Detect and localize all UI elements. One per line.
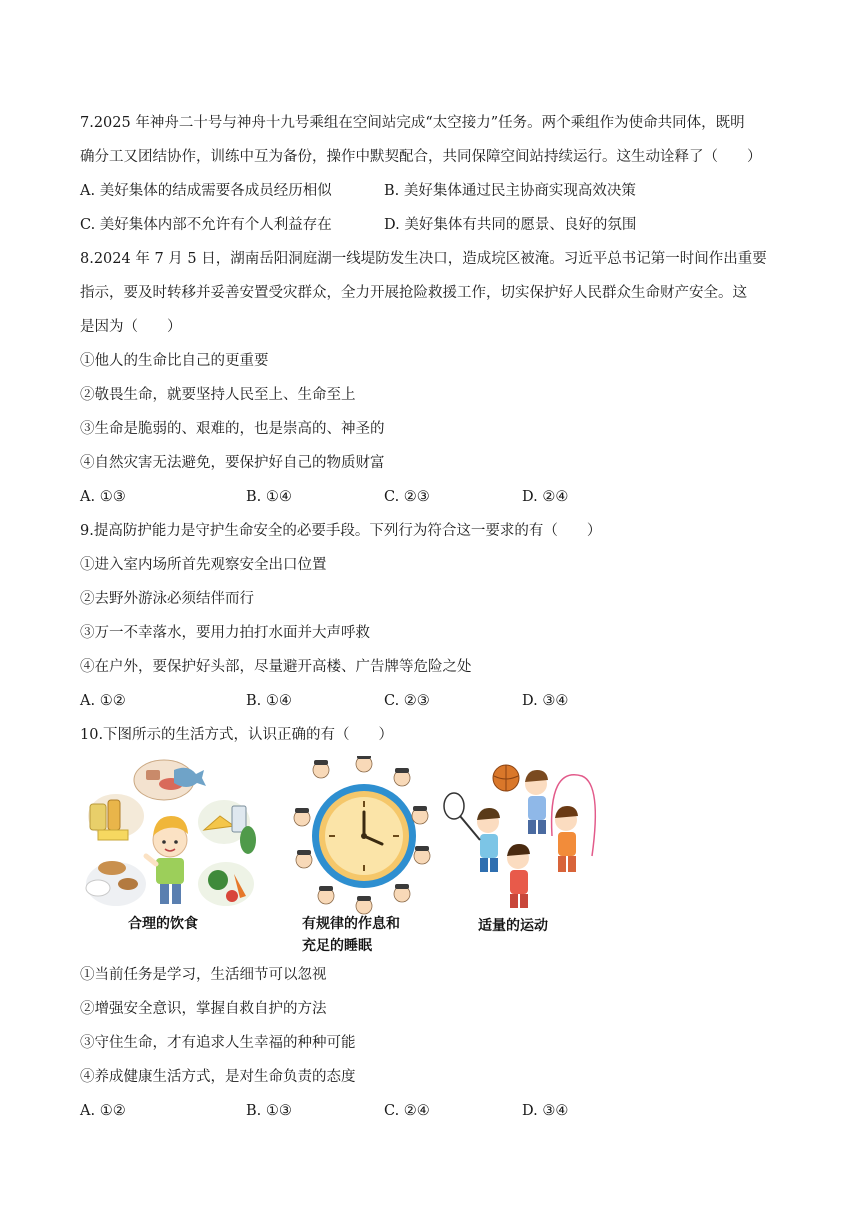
q9-item-3: ③万一不幸落水，要用力拍打水面并大声呼救 [80, 625, 370, 641]
q8-item-2: ②敬畏生命，就要坚持人民至上、生命至上 [80, 387, 356, 403]
q9-item-2: ②去野外游泳必须结伴而行 [80, 591, 254, 607]
q9-option-d: D. ③④ [522, 693, 569, 709]
caption-moderate-exercise: 适量的运动 [478, 918, 548, 934]
q8-item-3: ③生命是脆弱的、艰难的，也是崇高的、神圣的 [80, 421, 385, 437]
q10-option-a: A. ①② [80, 1103, 126, 1119]
q9-stem-line-1: 9.提高防护能力是守护生命安全的必要手段。下列行为符合这一要求的有（ ） [80, 523, 602, 539]
caption-balanced-diet: 合理的饮食 [128, 916, 198, 932]
q9-option-b: B. ①④ [246, 693, 292, 709]
q8-option-a: A. ①③ [80, 489, 126, 505]
q7-stem-line-1: 7.2025 年神舟二十号与神舟十九号乘组在空间站完成“太空接力”任务。两个乘组作为使命共同体，既明 [80, 115, 745, 131]
caption-regular-schedule-line-1: 有规律的作息和 [302, 916, 400, 932]
q10-stem-line-1: 10.下图所示的生活方式，认识正确的有（ ） [80, 727, 394, 743]
q7-option-a: A. 美好集体的结成需要各成员经历相似 [80, 183, 332, 199]
q9-option-a: A. ①② [80, 693, 126, 709]
q10-option-d: D. ③④ [522, 1103, 569, 1119]
q8-stem-line-3: 是因为（ ） [80, 319, 182, 335]
caption-regular-schedule-line-2: 充足的睡眠 [302, 938, 372, 954]
diet-illustration [86, 760, 256, 906]
q10-item-1: ①当前任务是学习，生活细节可以忽视 [80, 967, 327, 983]
q8-stem-line-2: 指示，要及时转移并妥善安置受灾群众，全力开展抢险救援工作，切实保护好人民群众生命财产安全。这 [80, 285, 747, 301]
q8-stem-line-1: 8.2024 年 7 月 5 日，湖南岳阳洞庭湖一线堤防发生决口，造成垸区被淹。习近平总书记第一时间作出重要 [80, 251, 767, 267]
healthy-lifestyle-figure [76, 756, 616, 956]
q10-item-2: ②增强安全意识，掌握自救自护的方法 [80, 1001, 327, 1017]
q9-item-1: ①进入室内场所首先观察安全出口位置 [80, 557, 327, 573]
q10-item-4: ④养成健康生活方式，是对生命负责的态度 [80, 1069, 356, 1085]
q7-option-c: C. 美好集体内部不允许有个人利益存在 [80, 217, 332, 233]
q10-option-b: B. ①③ [246, 1103, 292, 1119]
q7-option-d: D. 美好集体有共同的愿景、良好的氛围 [384, 217, 637, 233]
q8-option-d: D. ②④ [522, 489, 569, 505]
q8-option-c: C. ②③ [384, 489, 430, 505]
q10-option-c: C. ②④ [384, 1103, 430, 1119]
q8-item-4: ④自然灾害无法避免，要保护好自己的物质财富 [80, 455, 385, 471]
exercise-illustration [444, 765, 595, 908]
q8-item-1: ①他人的生命比自己的更重要 [80, 353, 269, 369]
routine-clock-illustration [294, 756, 430, 914]
q7-option-b: B. 美好集体通过民主协商实现高效决策 [384, 183, 636, 199]
q10-item-3: ③守住生命，才有追求人生幸福的种种可能 [80, 1035, 356, 1051]
q9-option-c: C. ②③ [384, 693, 430, 709]
q8-option-b: B. ①④ [246, 489, 292, 505]
q7-stem-line-2: 确分工又团结协作，训练中互为备份，操作中默契配合，共同保障空间站持续运行。这生动诠释了（ ） [80, 149, 762, 165]
q9-item-4: ④在户外，要保护好头部，尽量避开高楼、广告牌等危险之处 [80, 659, 472, 675]
